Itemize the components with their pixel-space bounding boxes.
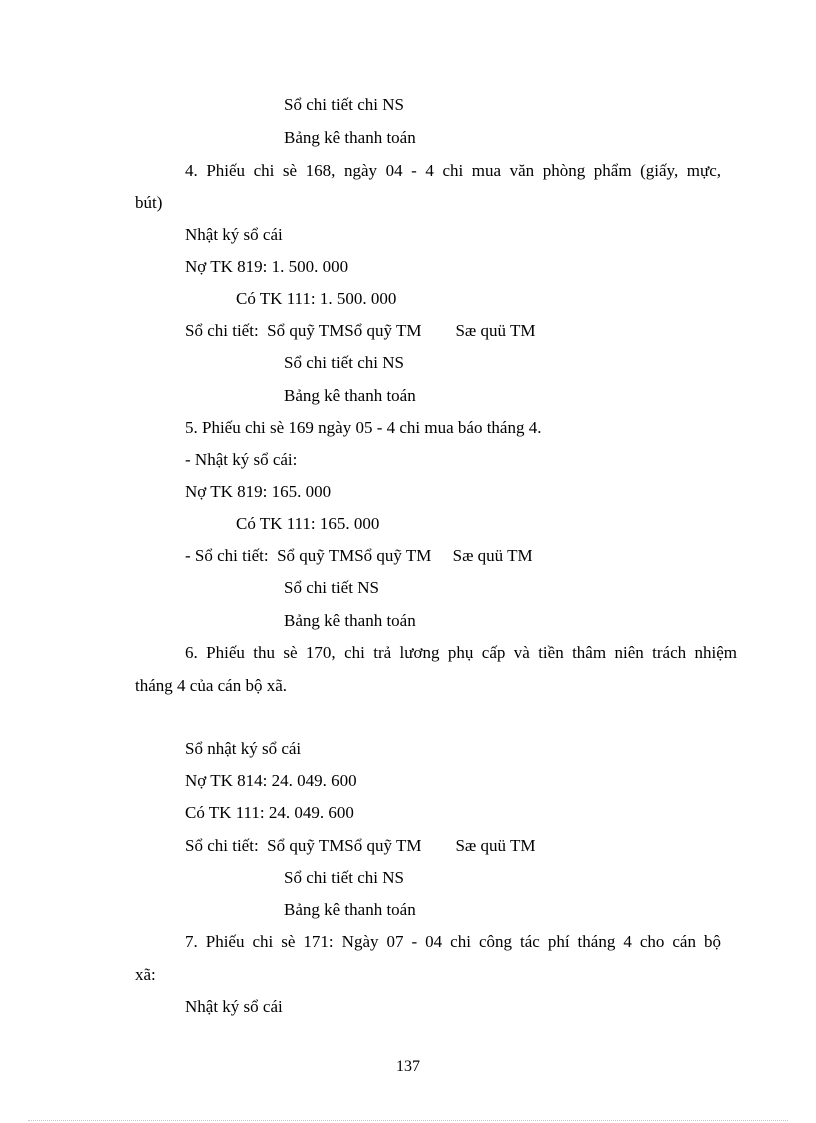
text-line: Bảng kê thanh toán: [284, 900, 416, 919]
text-line: xã:: [135, 965, 156, 984]
text-line: bút): [135, 193, 163, 212]
text-line: - Nhật ký sổ cái:: [185, 450, 298, 469]
text-line: Nợ TK 819: 165. 000: [185, 482, 332, 501]
text-line: Sổ chi tiết chi NS: [284, 353, 404, 372]
text-line-content: 6. Phiếu thu sè 170, chi trả lương phụ cấp và tiền thâm niên trách nhiệm: [185, 643, 737, 662]
text-line: 5. Phiếu chi sè 169 ngày 05 - 4 chi mua báo tháng 4.: [185, 418, 542, 437]
text-line: tháng 4 của cán bộ xã.: [135, 676, 287, 695]
text-line: [185, 643, 737, 663]
text-line: Sổ chi tiết: Sổ quỹ TMSổ quỹ TM Sæ quü TM: [185, 836, 536, 855]
page-border-divider: [28, 1120, 788, 1121]
text-line: Sổ chi tiết chi NS: [284, 95, 404, 114]
text-line: Nhật ký sổ cái: [185, 997, 283, 1016]
text-line: Có TK 111: 1. 500. 000: [236, 289, 397, 308]
text-line: [185, 932, 721, 952]
text-line: Sổ chi tiết chi NS: [284, 868, 404, 887]
text-line: Có TK 111: 24. 049. 600: [185, 803, 354, 822]
text-line: Nhật ký sổ cái: [185, 225, 283, 244]
text-line: Nợ TK 814: 24. 049. 600: [185, 771, 357, 790]
text-line: [185, 161, 721, 181]
text-line: Bảng kê thanh toán: [284, 128, 416, 147]
text-line: Bảng kê thanh toán: [284, 611, 416, 630]
page-number: 137: [396, 1058, 420, 1075]
text-line-content: 4. Phiếu chi sè 168, ngày 04 - 4 chi mua văn phòng phẩm (giấy, mực,: [185, 161, 721, 180]
text-line: Sổ chi tiết: Sổ quỹ TMSổ quỹ TM Sæ quü TM: [185, 321, 536, 340]
text-line-content: 7. Phiếu chi sè 171: Ngày 07 - 04 chi công tác phí tháng 4 cho cán bộ: [185, 932, 721, 951]
text-line: Có TK 111: 165. 000: [236, 514, 380, 533]
text-line: Sổ chi tiết NS: [284, 578, 379, 597]
text-line: Bảng kê thanh toán: [284, 386, 416, 405]
text-line: Nợ TK 819: 1. 500. 000: [185, 257, 349, 276]
text-line: Sổ nhật ký sổ cái: [185, 739, 302, 758]
text-line: - Sổ chi tiết: Sổ quỹ TMSổ quỹ TM Sæ quü TM: [185, 546, 533, 565]
